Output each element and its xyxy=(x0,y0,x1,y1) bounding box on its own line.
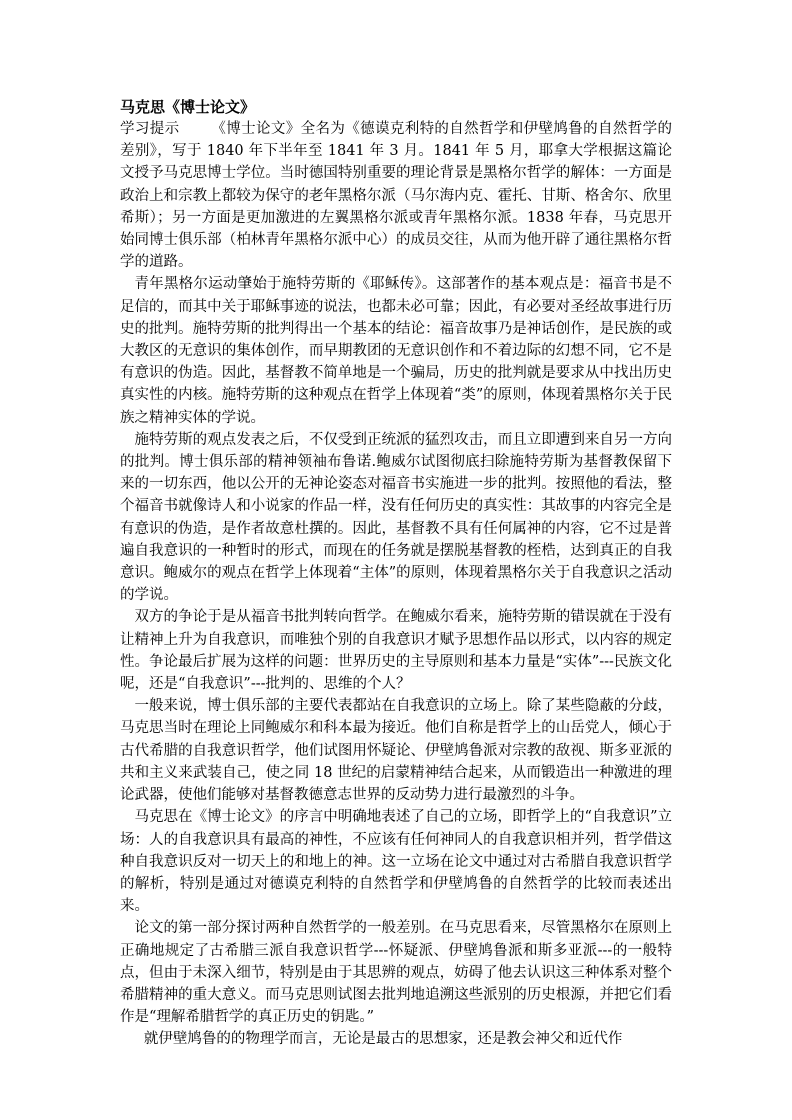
paragraph-intro xyxy=(120,118,672,273)
paragraph: 就伊壁鸠鲁的的物理学而言，无论是最古的思想家，还是教会神父和近代作 xyxy=(143,1031,623,1048)
paragraph: 双方的争论于是从福音书批判转向哲学。在鲍威尔看来，施特劳斯的错误就在于没有让精神上升为自我意识，而唯独个别的自我意识才赋予思想作品以形式，以内容的规定性。争论最后扩展为这样的问题：世界历史的主导原则和基本力量是“实体”---民族文化呢，还是“自我意识”---批判的、思维的个人？ xyxy=(120,609,672,693)
paragraph: 论文的第一部分探讨两种自然哲学的一般差别。在马克思看来，尽管黑格尔在原则上正确地规定了古希腊三派自我意识哲学---怀疑派、伊壁鸠鲁派和斯多亚派---的一般特点，但由于未深入细节，特别是由于其思辨的观点，妨碍了他去认识这三种体系对整个希腊精神的重大意义。而马克思则试图去批判地追溯这些派别的历史根源，并把它们看作是“理解希腊哲学的真正历史的钥匙。” xyxy=(120,920,672,1026)
paragraph: 青年黑格尔运动肇始于施特劳斯的《耶稣传》。这部著作的基本观点是：福音书是不足信的，而其中关于耶稣事迹的说法，也都未必可靠；因此，有必要对圣经故事进行历史的批判。施特劳斯的批判得出一个基本的结论：福音故事乃是神话创作，是民族的或大教区的无意识的集体创作，而早期教团的无意识创作和不着边际的幻想不同，它不是有意识的伪造。因此，基督教不简单地是一个骗局，历史的批判就是要求从中找出历史真实性的内核。施特劳斯的这种观点在哲学上体现着“类”的原则，体现着黑格尔关于民族之精神实体的学说。 xyxy=(120,276,672,426)
paragraph: 马克思在《博士论文》的序言中明确地表述了自己的立场，即哲学上的“自我意识”立场：人的自我意识具有最高的神性，不应该有任何神同人的自我意识相并列，哲学借这种自我意识反对一切天上的和地上的神。这一立场在论文中通过对古希腊自我意识哲学的解析，特别是通过对德谟克利特的自然哲学和伊壁鸠鲁的自然哲学的比较而表述出来。 xyxy=(120,809,672,915)
paragraph: 一般来说，博士俱乐部的主要代表都站在自我意识的立场上。除了某些隐蔽的分歧，马克思当时在理论上同鲍威尔和科本最为接近。他们自称是哲学上的山岳党人，倾心于古代希腊的自我意识哲学，他们试图用怀疑论、伊壁鸠鲁派对宗教的敌视、斯多亚派的共和主义来武装自己，使之同 18 世纪的启蒙精神结合起来，从而锻造出一种激进的理论武器，使他们能够对基督教德意志世界的反动势力进行最激烈的斗争。 xyxy=(120,698,672,804)
paragraph: 施特劳斯的观点发表之后，不仅受到正统派的猛烈攻击，而且立即遭到来自另一方向的批判。博士俱乐部的精神领袖布鲁诺.鲍威尔试图彻底扫除施特劳斯为基督教保留下来的一切东西，他以公开的无神论姿态对福音书实施进一步的批判。按照他的看法，整个福音书就像诗人和小说家的作品一样，没有任何历史的真实性：其故事的内容完全是有意识的伪造，是作者故意杜撰的。因此，基督教不具有任何属神的内容，它不过是普遍自我意识的一种暂时的形式，而现在的任务就是摆脱基督教的桎梏，达到真正的自我意识。鲍威尔的观点在哲学上体现着“主体”的原则，体现着黑格尔关于自我意识之活动的学说。 xyxy=(120,431,672,604)
document-title: 马克思《博士论文》 xyxy=(120,98,256,116)
document-body xyxy=(120,96,672,1051)
paragraph-text: 《博士论文》全名为《德谟克利特的自然哲学和伊壁鸠鲁的自然哲学的差别》，写于 1840 年下半年至 1841 年 3 月。1841 年 5 月，耶拿大学根据这篇论文授予马克思博士学位。当时德国特别重要的理论背景是黑格尔哲学的解体：一方面是政治上和宗教上都较为保守的老年黑格尔派（马尔海内克、霍托、甘斯、格舍尔、欣里希斯）；另一方面是更加激进的左翼黑格尔派或青年黑格尔派。1838 年春，马克思开始同博士俱乐部（柏林青年黑格尔派中心）的成员交往，从而为他开辟了通往黑格尔哲学的道路。 xyxy=(120,121,672,271)
intro-label: 学习提示 xyxy=(120,121,180,137)
